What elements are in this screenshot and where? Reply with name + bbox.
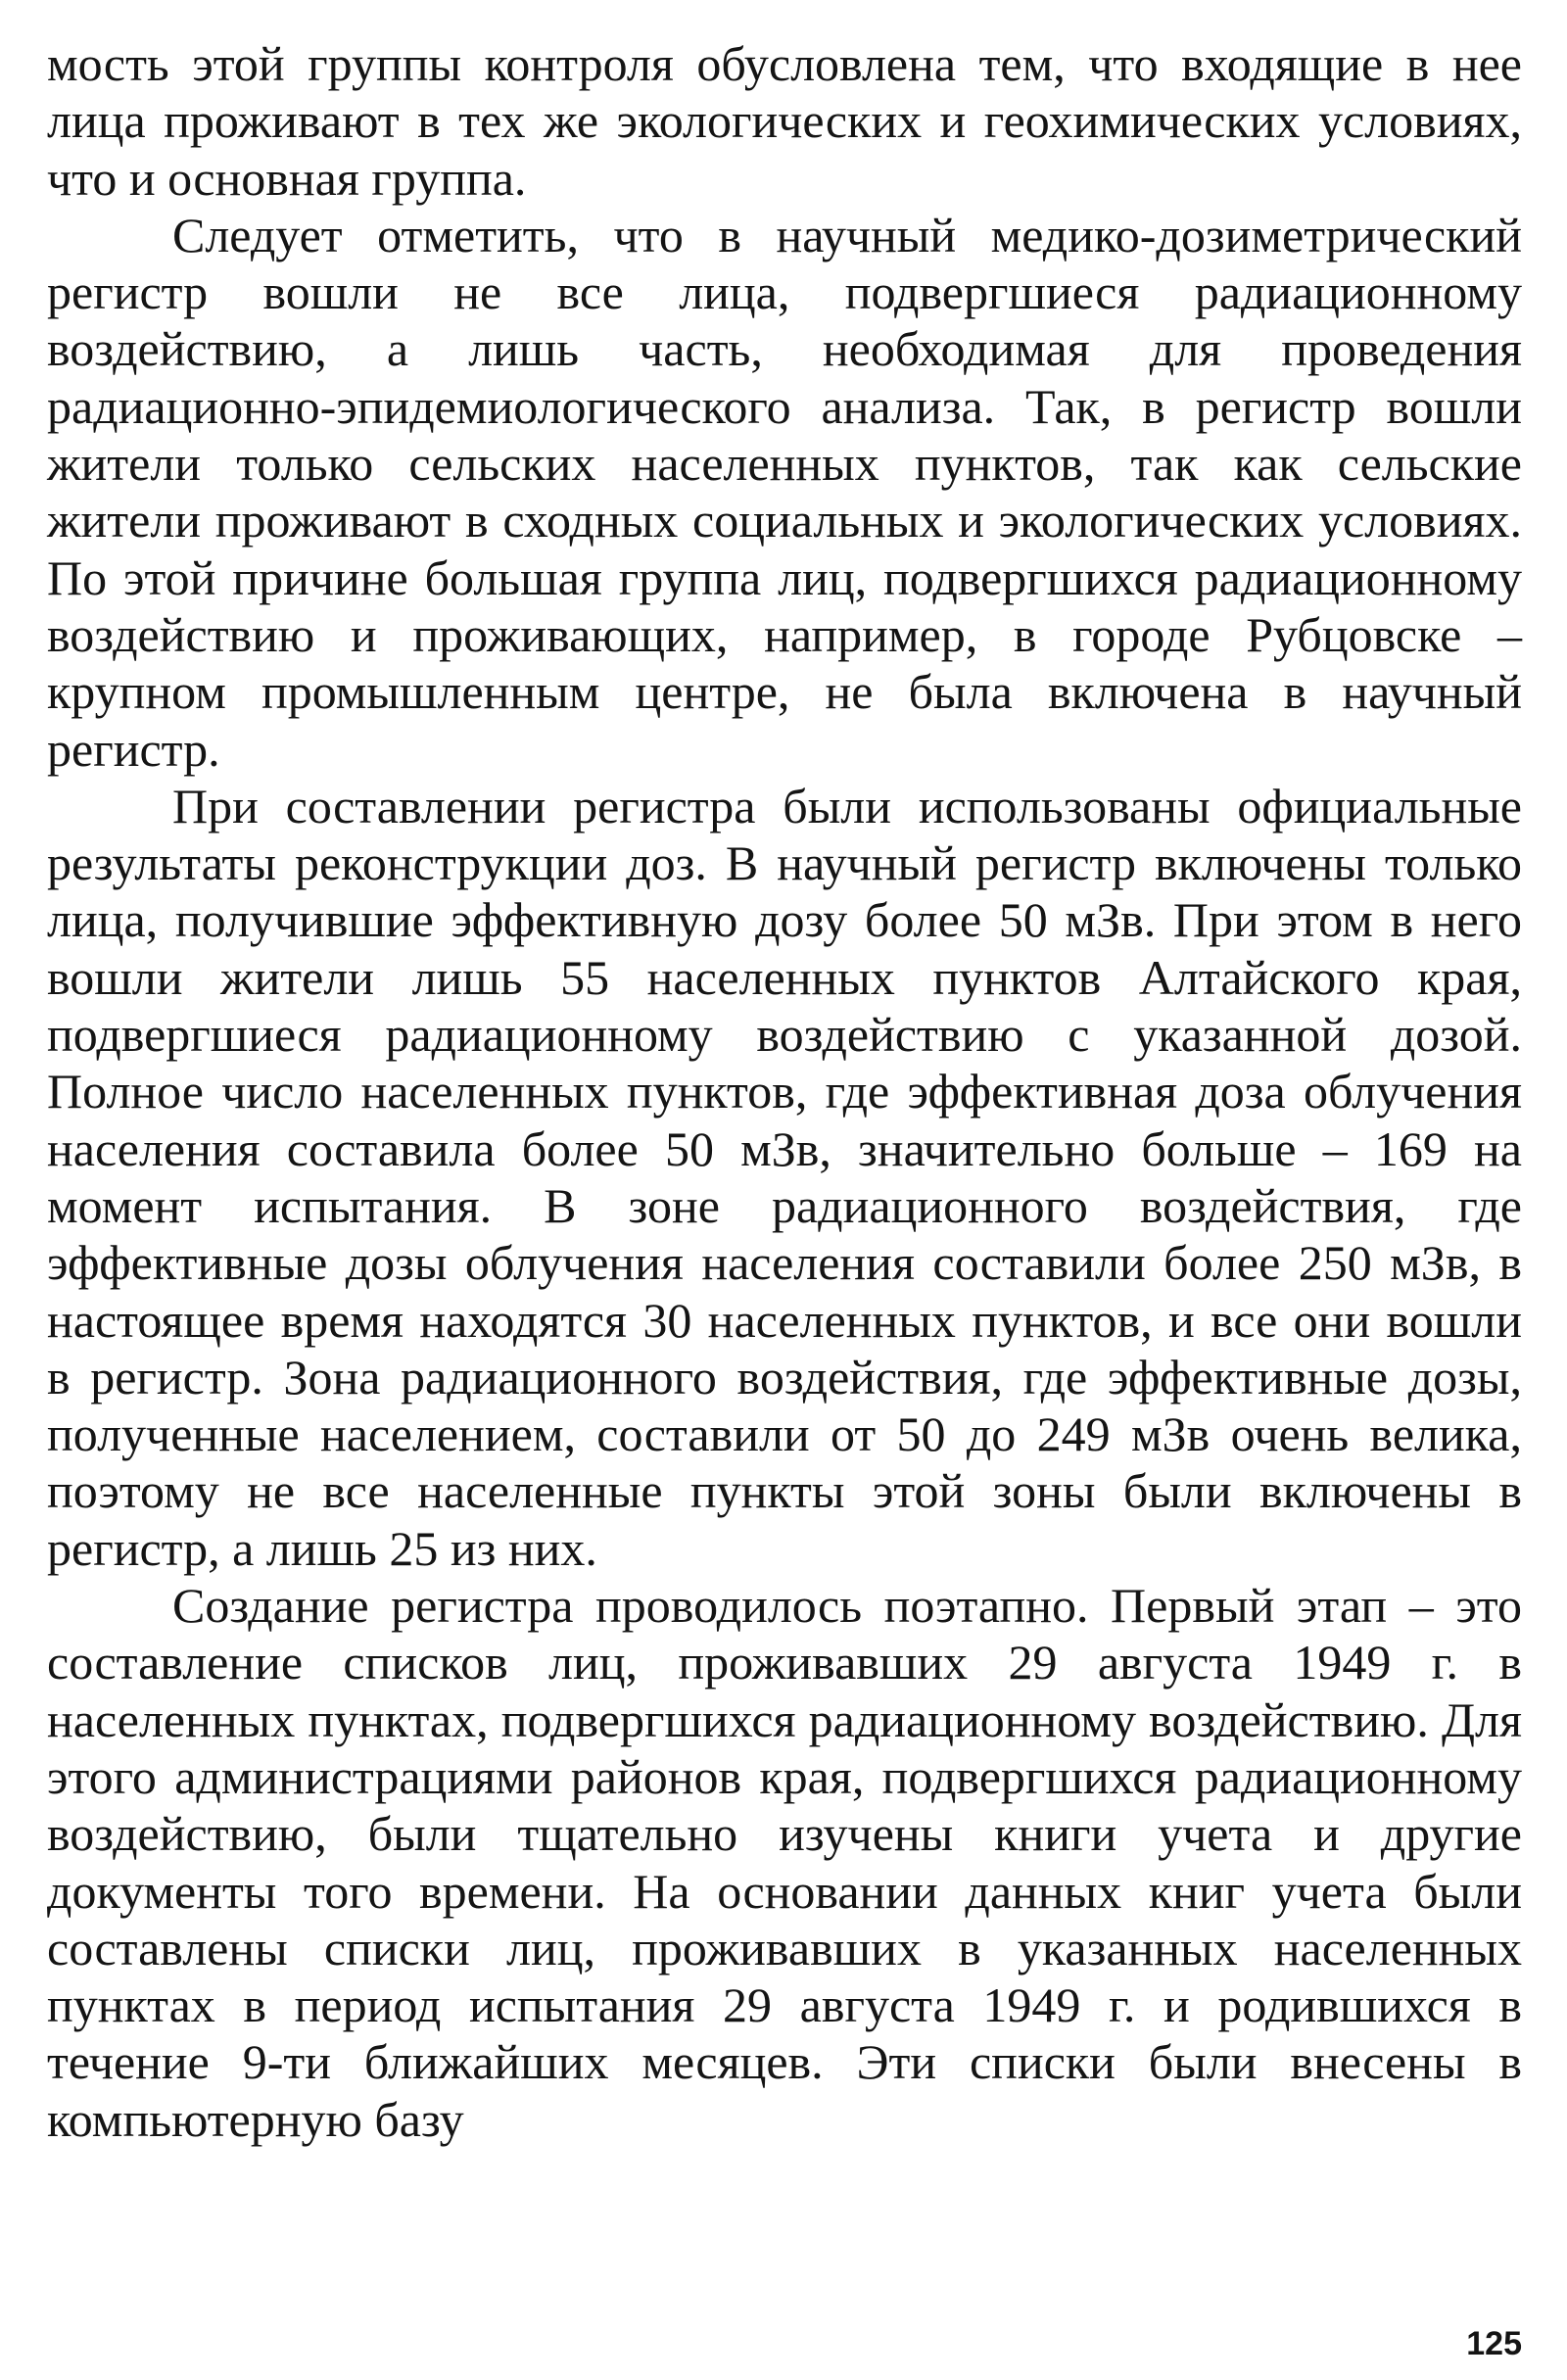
paragraph-registry-scope: Следует отметить, что в научный медико-дозиметрический регистр вошли не все лица, подвергшиеся радиационному воздействию, а лишь часть, необходимая для проведения радиационно-эпидемиологического анализа. Так, в регистр вошли жители только сельских населенных пунктов, так как сельские жители проживают в сходных социальных и экологических условиях. По этой причине большая группа лиц, подвергшихся радиационному воздействию и проживающих, например, в городе Рубцовске – крупном промышленным центре, не была включена в научный регистр. <box>47 207 1522 777</box>
page-number: 125 <box>1466 2325 1522 2362</box>
paragraph-registry-stages: Создание регистра проводилось поэтапно. Первый этап – это составление списков лиц, проживавших 29 августа 1949 г. в населенных пунктах, подвергшихся радиационному воздействию. Для этого администрациями районов края, подвергшихся радиационному воздействию, были тщательно изучены книги учета и другие документы того времени. На основании данных книг учета были составлены списки лиц, проживавших в указанных населенных пунктах в период испытания 29 августа 1949 г. и родившихся в течение 9-ти ближайших месяцев. Эти списки были внесены в компьютерную базу <box>47 1578 1522 2147</box>
paragraph-continuation: мость этой группы контроля обусловлена тем, что входящие в нее лица проживают в тех же экологических и геохимических условиях, что и основная группа. <box>47 36 1522 206</box>
paragraph-dose-criteria: При составлении регистра были использованы официальные результаты реконструкции доз. В научный регистр включены только лица, получившие эффективную дозу более 50 мЗв. При этом в него вошли жители лишь 55 населенных пунктов Алтайского края, подвергшиеся радиационному воздействию с указанной дозой. Полное число населенных пунктов, где эффективная доза облучения населения составила более 50 мЗв, значительно больше – 169 на момент испытания. В зоне радиационного воздействия, где эффективные дозы облучения населения составили более 250 мЗв, в настоящее время находятся 30 населенных пунктов, и все они вошли в регистр. Зона радиационного воздействия, где эффективные дозы, полученные населением, составили от 50 до 249 мЗв очень велика, поэтому не все населенные пункты этой зоны были включены в регистр, а лишь 25 из них. <box>47 778 1522 1576</box>
body-text <box>47 35 1522 2148</box>
